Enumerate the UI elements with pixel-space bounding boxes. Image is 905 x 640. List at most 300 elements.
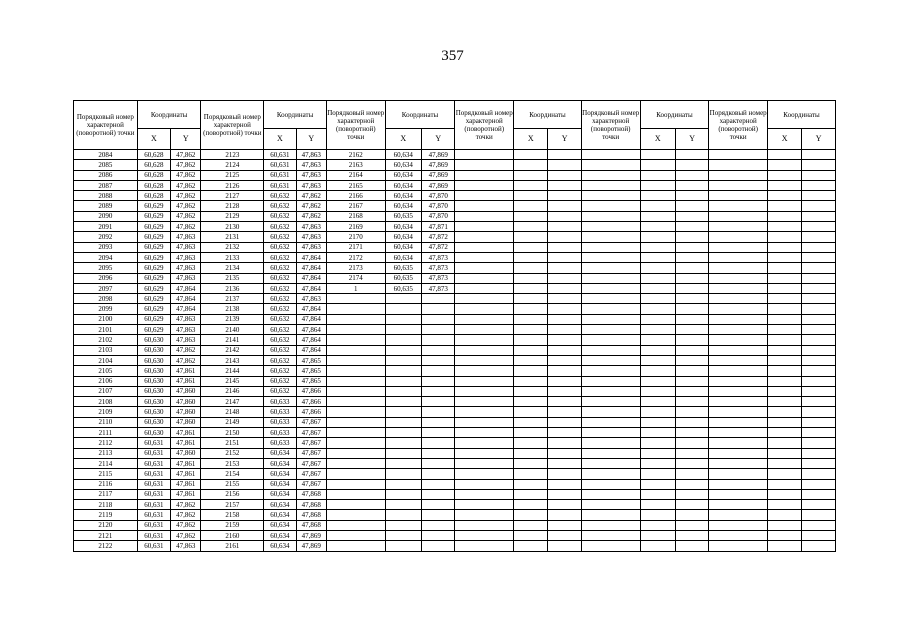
- table-cell: [455, 191, 514, 201]
- table-cell: 60,632: [264, 366, 296, 376]
- table-cell: [675, 366, 708, 376]
- table-cell: [514, 355, 548, 365]
- table-cell: [581, 376, 640, 386]
- table-cell: [385, 428, 421, 438]
- table-cell: [802, 407, 836, 417]
- table-cell: [640, 335, 675, 345]
- table-cell: 47,872: [422, 242, 455, 252]
- table-cell: [709, 222, 768, 232]
- table-row: [74, 407, 836, 417]
- table-cell: [675, 191, 708, 201]
- table-cell: [514, 170, 548, 180]
- table-cell: [326, 314, 385, 324]
- table-cell: [422, 314, 455, 324]
- table-cell: [581, 273, 640, 283]
- table-cell: 47,864: [296, 273, 326, 283]
- table-cell: 47,868: [296, 489, 326, 499]
- table-cell: 2113: [74, 448, 138, 458]
- table-cell: [455, 160, 514, 170]
- table-cell: [455, 242, 514, 252]
- table-row: [74, 489, 836, 499]
- table-cell: [385, 376, 421, 386]
- table-cell: 47,862: [171, 345, 201, 355]
- table-cell: 2089: [74, 201, 138, 211]
- table-cell: 2157: [201, 500, 264, 510]
- table-cell: [455, 489, 514, 499]
- table-cell: 2128: [201, 201, 264, 211]
- table-cell: 2123: [201, 150, 264, 160]
- table-cell: [385, 397, 421, 407]
- table-cell: 47,869: [422, 160, 455, 170]
- table-cell: [385, 325, 421, 335]
- table-cell: [802, 242, 836, 252]
- table-cell: [385, 448, 421, 458]
- table-cell: [802, 479, 836, 489]
- table-cell: [709, 314, 768, 324]
- table-cell: [548, 428, 581, 438]
- table-cell: [422, 417, 455, 427]
- table-cell: [709, 397, 768, 407]
- table-cell: [385, 314, 421, 324]
- table-cell: [514, 458, 548, 468]
- table-cell: 47,862: [171, 222, 201, 232]
- table-cell: 2096: [74, 273, 138, 283]
- table-cell: [422, 407, 455, 417]
- table-cell: 47,870: [422, 211, 455, 221]
- table-cell: 47,863: [171, 325, 201, 335]
- table-cell: 60,632: [264, 294, 296, 304]
- table-cell: [581, 263, 640, 273]
- table-cell: 60,634: [385, 170, 421, 180]
- table-cell: [581, 417, 640, 427]
- table-cell: 47,862: [296, 201, 326, 211]
- table-cell: 60,632: [264, 283, 296, 293]
- table-cell: [326, 458, 385, 468]
- table-cell: [709, 304, 768, 314]
- table-cell: [455, 294, 514, 304]
- table-cell: [675, 458, 708, 468]
- table-cell: 47,862: [171, 500, 201, 510]
- table-cell: 47,862: [171, 530, 201, 540]
- table-cell: [581, 150, 640, 160]
- table-row: [74, 428, 836, 438]
- table-cell: [326, 355, 385, 365]
- table-cell: [548, 252, 581, 262]
- table-cell: [802, 438, 836, 448]
- table-cell: 47,867: [296, 479, 326, 489]
- table-cell: [385, 510, 421, 520]
- table-cell: [455, 150, 514, 160]
- table-cell: 47,870: [422, 201, 455, 211]
- table-cell: [422, 376, 455, 386]
- table-cell: 47,862: [171, 520, 201, 530]
- table-cell: 47,862: [171, 170, 201, 180]
- table-cell: [640, 232, 675, 242]
- table-cell: 47,863: [171, 252, 201, 262]
- table-row: [74, 314, 836, 324]
- table-cell: [581, 222, 640, 232]
- table-cell: [422, 510, 455, 520]
- table-cell: 47,873: [422, 283, 455, 293]
- table-cell: [768, 541, 802, 551]
- table-cell: [326, 448, 385, 458]
- table-cell: 2084: [74, 150, 138, 160]
- table-cell: 2144: [201, 366, 264, 376]
- table-body: [74, 150, 836, 552]
- table-cell: 60,631: [264, 150, 296, 160]
- table-cell: [802, 222, 836, 232]
- table-cell: [385, 530, 421, 540]
- table-cell: 60,632: [264, 376, 296, 386]
- table-cell: 60,631: [137, 458, 170, 468]
- table-cell: 60,634: [264, 520, 296, 530]
- table-cell: 60,631: [137, 541, 170, 551]
- table-cell: 2131: [201, 232, 264, 242]
- table-cell: 2094: [74, 252, 138, 262]
- table-cell: 60,631: [137, 469, 170, 479]
- table-cell: 60,628: [137, 180, 170, 190]
- table-cell: [326, 489, 385, 499]
- table-cell: [455, 469, 514, 479]
- table-cell: 60,633: [264, 417, 296, 427]
- table-cell: 47,864: [296, 304, 326, 314]
- table-cell: [675, 500, 708, 510]
- table-cell: 2090: [74, 211, 138, 221]
- table-cell: [640, 170, 675, 180]
- x-header: X: [514, 129, 548, 150]
- table-cell: [640, 417, 675, 427]
- table-cell: [548, 294, 581, 304]
- table-cell: 47,862: [171, 180, 201, 190]
- table-cell: [640, 191, 675, 201]
- table-cell: [514, 222, 548, 232]
- table-cell: [768, 417, 802, 427]
- table-cell: [385, 469, 421, 479]
- table-cell: [640, 294, 675, 304]
- table-cell: 2101: [74, 325, 138, 335]
- table-cell: [385, 479, 421, 489]
- table-cell: [514, 489, 548, 499]
- table-cell: [709, 469, 768, 479]
- table-cell: [548, 263, 581, 273]
- table-cell: [768, 489, 802, 499]
- table-cell: [640, 314, 675, 324]
- table-cell: 47,860: [171, 448, 201, 458]
- table-cell: [581, 479, 640, 489]
- table-cell: 60,631: [137, 438, 170, 448]
- table-cell: 2106: [74, 376, 138, 386]
- table-cell: [675, 489, 708, 499]
- table-cell: 47,860: [171, 407, 201, 417]
- table-cell: [709, 438, 768, 448]
- table-row: [74, 180, 836, 190]
- table-cell: [675, 252, 708, 262]
- table-cell: 2102: [74, 335, 138, 345]
- table-cell: 2088: [74, 191, 138, 201]
- table-cell: 47,862: [171, 211, 201, 221]
- table-cell: [802, 345, 836, 355]
- table-cell: [581, 386, 640, 396]
- table-cell: [548, 314, 581, 324]
- table-row: [74, 263, 836, 273]
- table-cell: 47,862: [171, 510, 201, 520]
- table-cell: [768, 201, 802, 211]
- table-cell: [709, 170, 768, 180]
- table-cell: 60,634: [385, 252, 421, 262]
- table-cell: 2105: [74, 366, 138, 376]
- table-cell: 60,628: [137, 170, 170, 180]
- table-cell: 47,863: [296, 232, 326, 242]
- table-cell: [548, 283, 581, 293]
- number-header: Порядковый номер характерной (поворотной) точки: [455, 101, 514, 150]
- table-cell: [675, 345, 708, 355]
- table-cell: 2136: [201, 283, 264, 293]
- table-cell: 2126: [201, 180, 264, 190]
- table-row: [74, 160, 836, 170]
- table-cell: 60,631: [137, 448, 170, 458]
- table-cell: [640, 242, 675, 252]
- table-cell: [455, 355, 514, 365]
- table-cell: [514, 510, 548, 520]
- table-cell: 47,863: [296, 294, 326, 304]
- table-cell: 2174: [326, 273, 385, 283]
- table-cell: 47,866: [296, 386, 326, 396]
- table-cell: [422, 520, 455, 530]
- table-cell: [802, 263, 836, 273]
- table-cell: [802, 283, 836, 293]
- table-cell: [422, 366, 455, 376]
- table-cell: 2109: [74, 407, 138, 417]
- table-cell: [514, 386, 548, 396]
- table-cell: [768, 438, 802, 448]
- table-cell: [709, 355, 768, 365]
- y-header: Y: [296, 129, 326, 150]
- table-cell: [581, 520, 640, 530]
- table-cell: [709, 530, 768, 540]
- table-cell: [640, 222, 675, 232]
- table-cell: 60,630: [137, 366, 170, 376]
- table-cell: 60,632: [264, 355, 296, 365]
- table-cell: [581, 160, 640, 170]
- table-cell: [422, 325, 455, 335]
- table-cell: [514, 304, 548, 314]
- table-cell: [548, 242, 581, 252]
- table-cell: [455, 386, 514, 396]
- table-cell: [709, 500, 768, 510]
- table-cell: [385, 386, 421, 396]
- table-cell: [422, 397, 455, 407]
- table-cell: [768, 479, 802, 489]
- table-cell: 2107: [74, 386, 138, 396]
- table-cell: [581, 283, 640, 293]
- table-cell: [514, 191, 548, 201]
- table-cell: [709, 417, 768, 427]
- table-cell: [455, 520, 514, 530]
- table-cell: [675, 428, 708, 438]
- table-cell: [709, 510, 768, 520]
- table-cell: 2137: [201, 294, 264, 304]
- table-row: [74, 438, 836, 448]
- table-cell: [768, 407, 802, 417]
- table-cell: 47,860: [171, 397, 201, 407]
- coordinates-header: Координаты: [385, 101, 455, 129]
- table-row: [74, 417, 836, 427]
- table-cell: [514, 428, 548, 438]
- table-cell: 60,628: [137, 150, 170, 160]
- table-cell: [768, 366, 802, 376]
- table-row: [74, 325, 836, 335]
- table-cell: 47,869: [422, 180, 455, 190]
- table-cell: 2170: [326, 232, 385, 242]
- table-cell: [581, 294, 640, 304]
- table-cell: [802, 520, 836, 530]
- table-cell: 47,861: [171, 438, 201, 448]
- table-cell: [802, 314, 836, 324]
- table-cell: [455, 273, 514, 283]
- table-cell: [455, 438, 514, 448]
- table-cell: 47,872: [422, 232, 455, 242]
- table-cell: [455, 325, 514, 335]
- table-cell: [514, 232, 548, 242]
- table-cell: [802, 510, 836, 520]
- table-cell: [675, 263, 708, 273]
- table-cell: [548, 386, 581, 396]
- table-cell: 60,632: [264, 252, 296, 262]
- table-cell: [581, 345, 640, 355]
- y-header: Y: [802, 129, 836, 150]
- table-cell: 2117: [74, 489, 138, 499]
- table-cell: [709, 428, 768, 438]
- table-cell: 47,863: [171, 541, 201, 551]
- table-cell: [640, 273, 675, 283]
- table-cell: [548, 366, 581, 376]
- table-cell: 47,860: [171, 386, 201, 396]
- table-cell: [455, 252, 514, 262]
- table-cell: [768, 530, 802, 540]
- table-cell: 2167: [326, 201, 385, 211]
- table-cell: [514, 150, 548, 160]
- table-cell: 47,863: [171, 335, 201, 345]
- table-cell: 47,864: [296, 263, 326, 273]
- table-cell: [581, 314, 640, 324]
- table-cell: 2139: [201, 314, 264, 324]
- table-cell: 60,631: [264, 160, 296, 170]
- table-cell: [709, 283, 768, 293]
- table-cell: [548, 325, 581, 335]
- table-cell: 47,870: [422, 191, 455, 201]
- table-cell: [675, 294, 708, 304]
- table-cell: [802, 191, 836, 201]
- coordinates-header: Координаты: [640, 101, 709, 129]
- table-cell: 60,634: [264, 510, 296, 520]
- table-cell: [709, 180, 768, 190]
- table-cell: 2100: [74, 314, 138, 324]
- table-cell: 2093: [74, 242, 138, 252]
- table-cell: 2173: [326, 263, 385, 273]
- table-cell: 60,634: [264, 541, 296, 551]
- table-cell: [675, 304, 708, 314]
- table-cell: [455, 345, 514, 355]
- table-cell: [675, 273, 708, 283]
- table-cell: [640, 263, 675, 273]
- table-cell: [802, 541, 836, 551]
- table-cell: [768, 355, 802, 365]
- table-cell: 60,632: [264, 211, 296, 221]
- table-cell: [581, 355, 640, 365]
- table-cell: [514, 325, 548, 335]
- table-cell: 47,861: [171, 489, 201, 499]
- table-cell: [514, 520, 548, 530]
- table-cell: [514, 345, 548, 355]
- table-cell: [675, 242, 708, 252]
- table-cell: [385, 500, 421, 510]
- table-cell: [581, 180, 640, 190]
- table-cell: [455, 407, 514, 417]
- table-cell: [675, 469, 708, 479]
- table-cell: [455, 335, 514, 345]
- table-cell: 2085: [74, 160, 138, 170]
- table-cell: 2124: [201, 160, 264, 170]
- table-row: [74, 397, 836, 407]
- table-cell: 60,631: [264, 180, 296, 190]
- table-cell: [640, 530, 675, 540]
- table-cell: [548, 201, 581, 211]
- table-row: [74, 458, 836, 468]
- table-cell: [709, 376, 768, 386]
- table-cell: 60,632: [264, 335, 296, 345]
- table-cell: [768, 376, 802, 386]
- table-cell: [385, 458, 421, 468]
- table-row: [74, 222, 836, 232]
- table-cell: 60,629: [137, 252, 170, 262]
- table-cell: [326, 500, 385, 510]
- table-cell: [514, 366, 548, 376]
- table-cell: 47,867: [296, 469, 326, 479]
- table-cell: [455, 428, 514, 438]
- table-cell: [514, 438, 548, 448]
- table-row: [74, 386, 836, 396]
- table-cell: 2146: [201, 386, 264, 396]
- table-cell: 47,865: [296, 376, 326, 386]
- table-cell: 60,629: [137, 325, 170, 335]
- table-cell: [581, 489, 640, 499]
- table-cell: 47,861: [171, 469, 201, 479]
- table-cell: [709, 458, 768, 468]
- table-cell: 47,863: [296, 170, 326, 180]
- table-cell: 47,867: [296, 448, 326, 458]
- table-cell: [640, 304, 675, 314]
- table-cell: [581, 438, 640, 448]
- table-cell: [640, 386, 675, 396]
- table-cell: [581, 458, 640, 468]
- table-cell: 2166: [326, 191, 385, 201]
- table-cell: 2143: [201, 355, 264, 365]
- table-cell: [455, 222, 514, 232]
- coordinates-header: Координаты: [768, 101, 836, 129]
- table-cell: [326, 366, 385, 376]
- table-cell: 2159: [201, 520, 264, 530]
- table-cell: 60,629: [137, 283, 170, 293]
- table-cell: [802, 325, 836, 335]
- table-cell: 2110: [74, 417, 138, 427]
- table-cell: 47,863: [296, 150, 326, 160]
- table-cell: 2111: [74, 428, 138, 438]
- table-cell: [802, 469, 836, 479]
- table-cell: [385, 335, 421, 345]
- table-cell: [802, 397, 836, 407]
- table-row: [74, 252, 836, 262]
- table-cell: 60,632: [264, 304, 296, 314]
